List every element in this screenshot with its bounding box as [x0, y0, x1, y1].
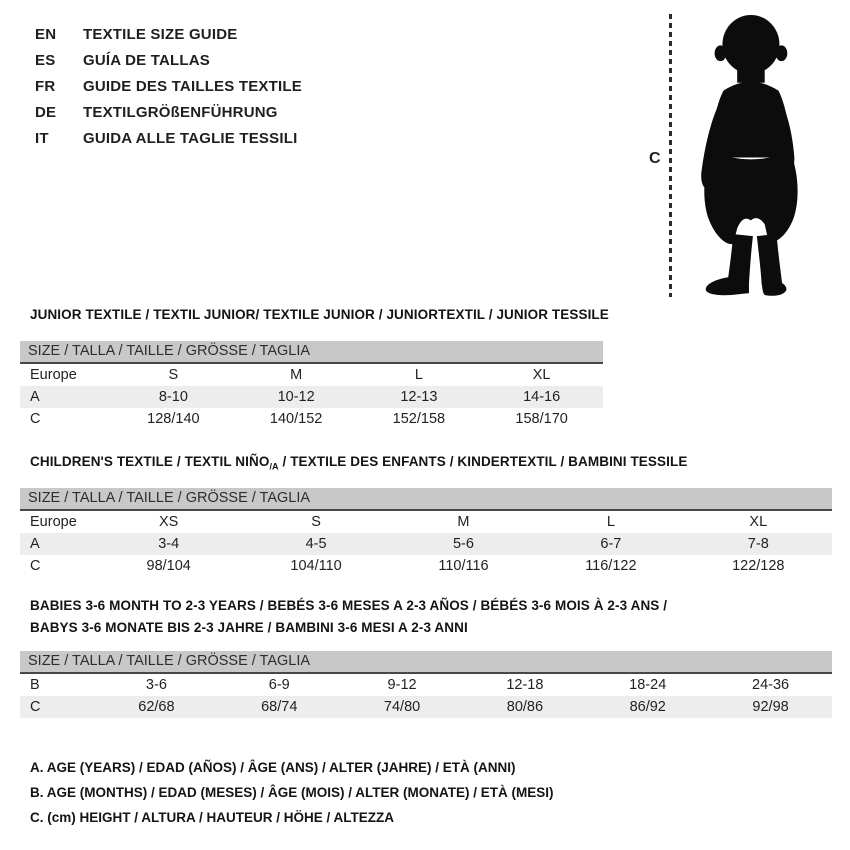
language-code: FR: [35, 77, 56, 95]
size-header-bar: SIZE / TALLA / TAILLE / GRÖSSE / TAGLIA: [20, 488, 832, 511]
table-row: [20, 408, 603, 430]
row-label: C: [20, 696, 95, 718]
language-list: [35, 21, 302, 151]
size-cell: 7-8: [685, 533, 832, 555]
size-cell: 158/170: [515, 411, 568, 427]
children-title-pre: CHILDREN'S TEXTILE / TEXTIL NIÑO: [30, 454, 270, 469]
size-cell: 9-12: [387, 677, 417, 693]
table-row: [20, 674, 832, 696]
table-row: [20, 386, 603, 408]
babies-title-line2: BABYS 3-6 MONATE BIS 2-3 JAHRE / BAMBINI 3-6 MESI A 2-3 ANNI: [30, 620, 468, 635]
language-code: EN: [35, 25, 57, 43]
measure-legend: [30, 755, 553, 830]
row-label: Europe: [30, 367, 77, 383]
size-cell: 122/128: [732, 558, 785, 574]
row-label: C: [30, 411, 41, 427]
children-table-grid: [20, 511, 832, 577]
size-cell: 128/140: [147, 411, 200, 427]
size-cell: XL: [532, 367, 551, 383]
size-cell: S: [311, 514, 321, 530]
babies-title-line1: BABIES 3-6 MONTH TO 2-3 YEARS / BEBÉS 3-6 MESES A 2-3 AÑOS / BÉBÉS 3-6 MOIS À 2-3 ANS /: [30, 598, 668, 613]
size-cell: 152/158: [392, 411, 446, 427]
height-dotted-line: [669, 14, 672, 297]
children-title-post: / TEXTILE DES ENFANTS / KINDERTEXTIL / BAMBINI TESSILE: [278, 454, 688, 469]
row-label: C: [30, 558, 41, 574]
table-row: [20, 696, 832, 718]
size-cell: 14-16: [480, 386, 603, 408]
row-label: A: [20, 533, 95, 555]
size-cell: 5-6: [390, 533, 537, 555]
size-cell: 8-10: [112, 386, 235, 408]
language-code: ES: [35, 51, 56, 69]
language-label: TEXTILE SIZE GUIDE: [83, 25, 238, 43]
size-cell: 4-5: [242, 533, 389, 555]
language-label: GUIDA ALLE TAGLIE TESSILI: [83, 129, 298, 147]
language-code: IT: [35, 129, 49, 147]
row-label: Europe: [30, 514, 77, 530]
size-cell: XL: [749, 514, 768, 530]
children-size-table: [20, 488, 832, 577]
legend-age-months: B. AGE (MONTHS) / EDAD (MESES) / ÂGE (MOIS) / ALTER (MONATE) / ETÀ (MESI): [30, 785, 554, 800]
size-cell: M: [457, 514, 470, 530]
size-cell: S: [168, 367, 179, 383]
size-cell: 3-6: [145, 677, 167, 693]
junior-table-grid: [20, 364, 603, 430]
children-section-title: [30, 454, 687, 472]
size-header-bar: SIZE / TALLA / TAILLE / GRÖSSE / TAGLIA: [20, 341, 603, 364]
size-cell: 18-24: [629, 677, 667, 693]
language-row-es: [35, 47, 302, 73]
language-code: DE: [35, 103, 57, 121]
size-cell: 74/80: [341, 696, 464, 718]
junior-section-title: JUNIOR TEXTILE / TEXTIL JUNIOR/ TEXTILE JUNIOR / JUNIORTEXTIL / JUNIOR TESSILE: [30, 307, 609, 322]
legend-age-years: A. AGE (YEARS) / EDAD (AÑOS) / ÂGE (ANS) / ALTER (JAHRE) / ETÀ (ANNI): [30, 760, 516, 775]
size-cell: 116/122: [585, 558, 637, 574]
size-cell: 86/92: [586, 696, 709, 718]
size-cell: 98/104: [146, 558, 191, 574]
row-label: A: [20, 386, 112, 408]
size-header-bar: SIZE / TALLA / TAILLE / GRÖSSE / TAGLIA: [20, 651, 832, 674]
table-row: [20, 364, 603, 386]
language-row-it: [35, 125, 302, 151]
language-row-fr: [35, 73, 302, 99]
row-label: B: [30, 677, 40, 693]
size-cell: 12-13: [358, 386, 481, 408]
size-cell: 3-4: [95, 533, 242, 555]
size-cell: M: [290, 367, 303, 383]
size-cell: 92/98: [709, 696, 832, 718]
legend-height-cm: C. (cm) HEIGHT / ALTURA / HAUTEUR / HÖHE / ALTEZZA: [30, 810, 394, 825]
size-cell: 24-36: [752, 677, 790, 693]
size-cell: L: [414, 367, 423, 383]
table-row: [20, 533, 832, 555]
language-label: TEXTILGRÖßENFÜHRUNG: [83, 103, 278, 121]
table-row: [20, 555, 832, 577]
size-cell: XS: [159, 514, 179, 530]
size-cell: 10-12: [235, 386, 358, 408]
height-measure-label: C: [649, 150, 661, 167]
size-cell: 80/86: [463, 696, 586, 718]
size-cell: 12-18: [506, 677, 544, 693]
language-row-de: [35, 99, 302, 125]
size-cell: 6-9: [268, 677, 290, 693]
junior-size-table: [20, 341, 603, 430]
size-cell: 6-7: [537, 533, 684, 555]
size-cell: L: [606, 514, 615, 530]
babies-table-grid: [20, 674, 832, 718]
size-cell: 110/116: [438, 558, 489, 574]
language-label: GUIDE DES TAILLES TEXTILE: [83, 77, 302, 95]
babies-section-title: [30, 595, 667, 639]
children-title-sub: /A: [269, 461, 279, 472]
toddler-silhouette: [684, 12, 812, 297]
size-cell: 140/152: [269, 411, 323, 427]
size-cell: 62/68: [95, 696, 218, 718]
size-cell: 68/74: [218, 696, 341, 718]
language-label: GUÍA DE TALLAS: [83, 51, 210, 69]
table-row: [20, 511, 832, 533]
size-cell: 104/110: [290, 558, 342, 574]
language-row-en: [35, 21, 302, 47]
babies-size-table: [20, 651, 832, 718]
